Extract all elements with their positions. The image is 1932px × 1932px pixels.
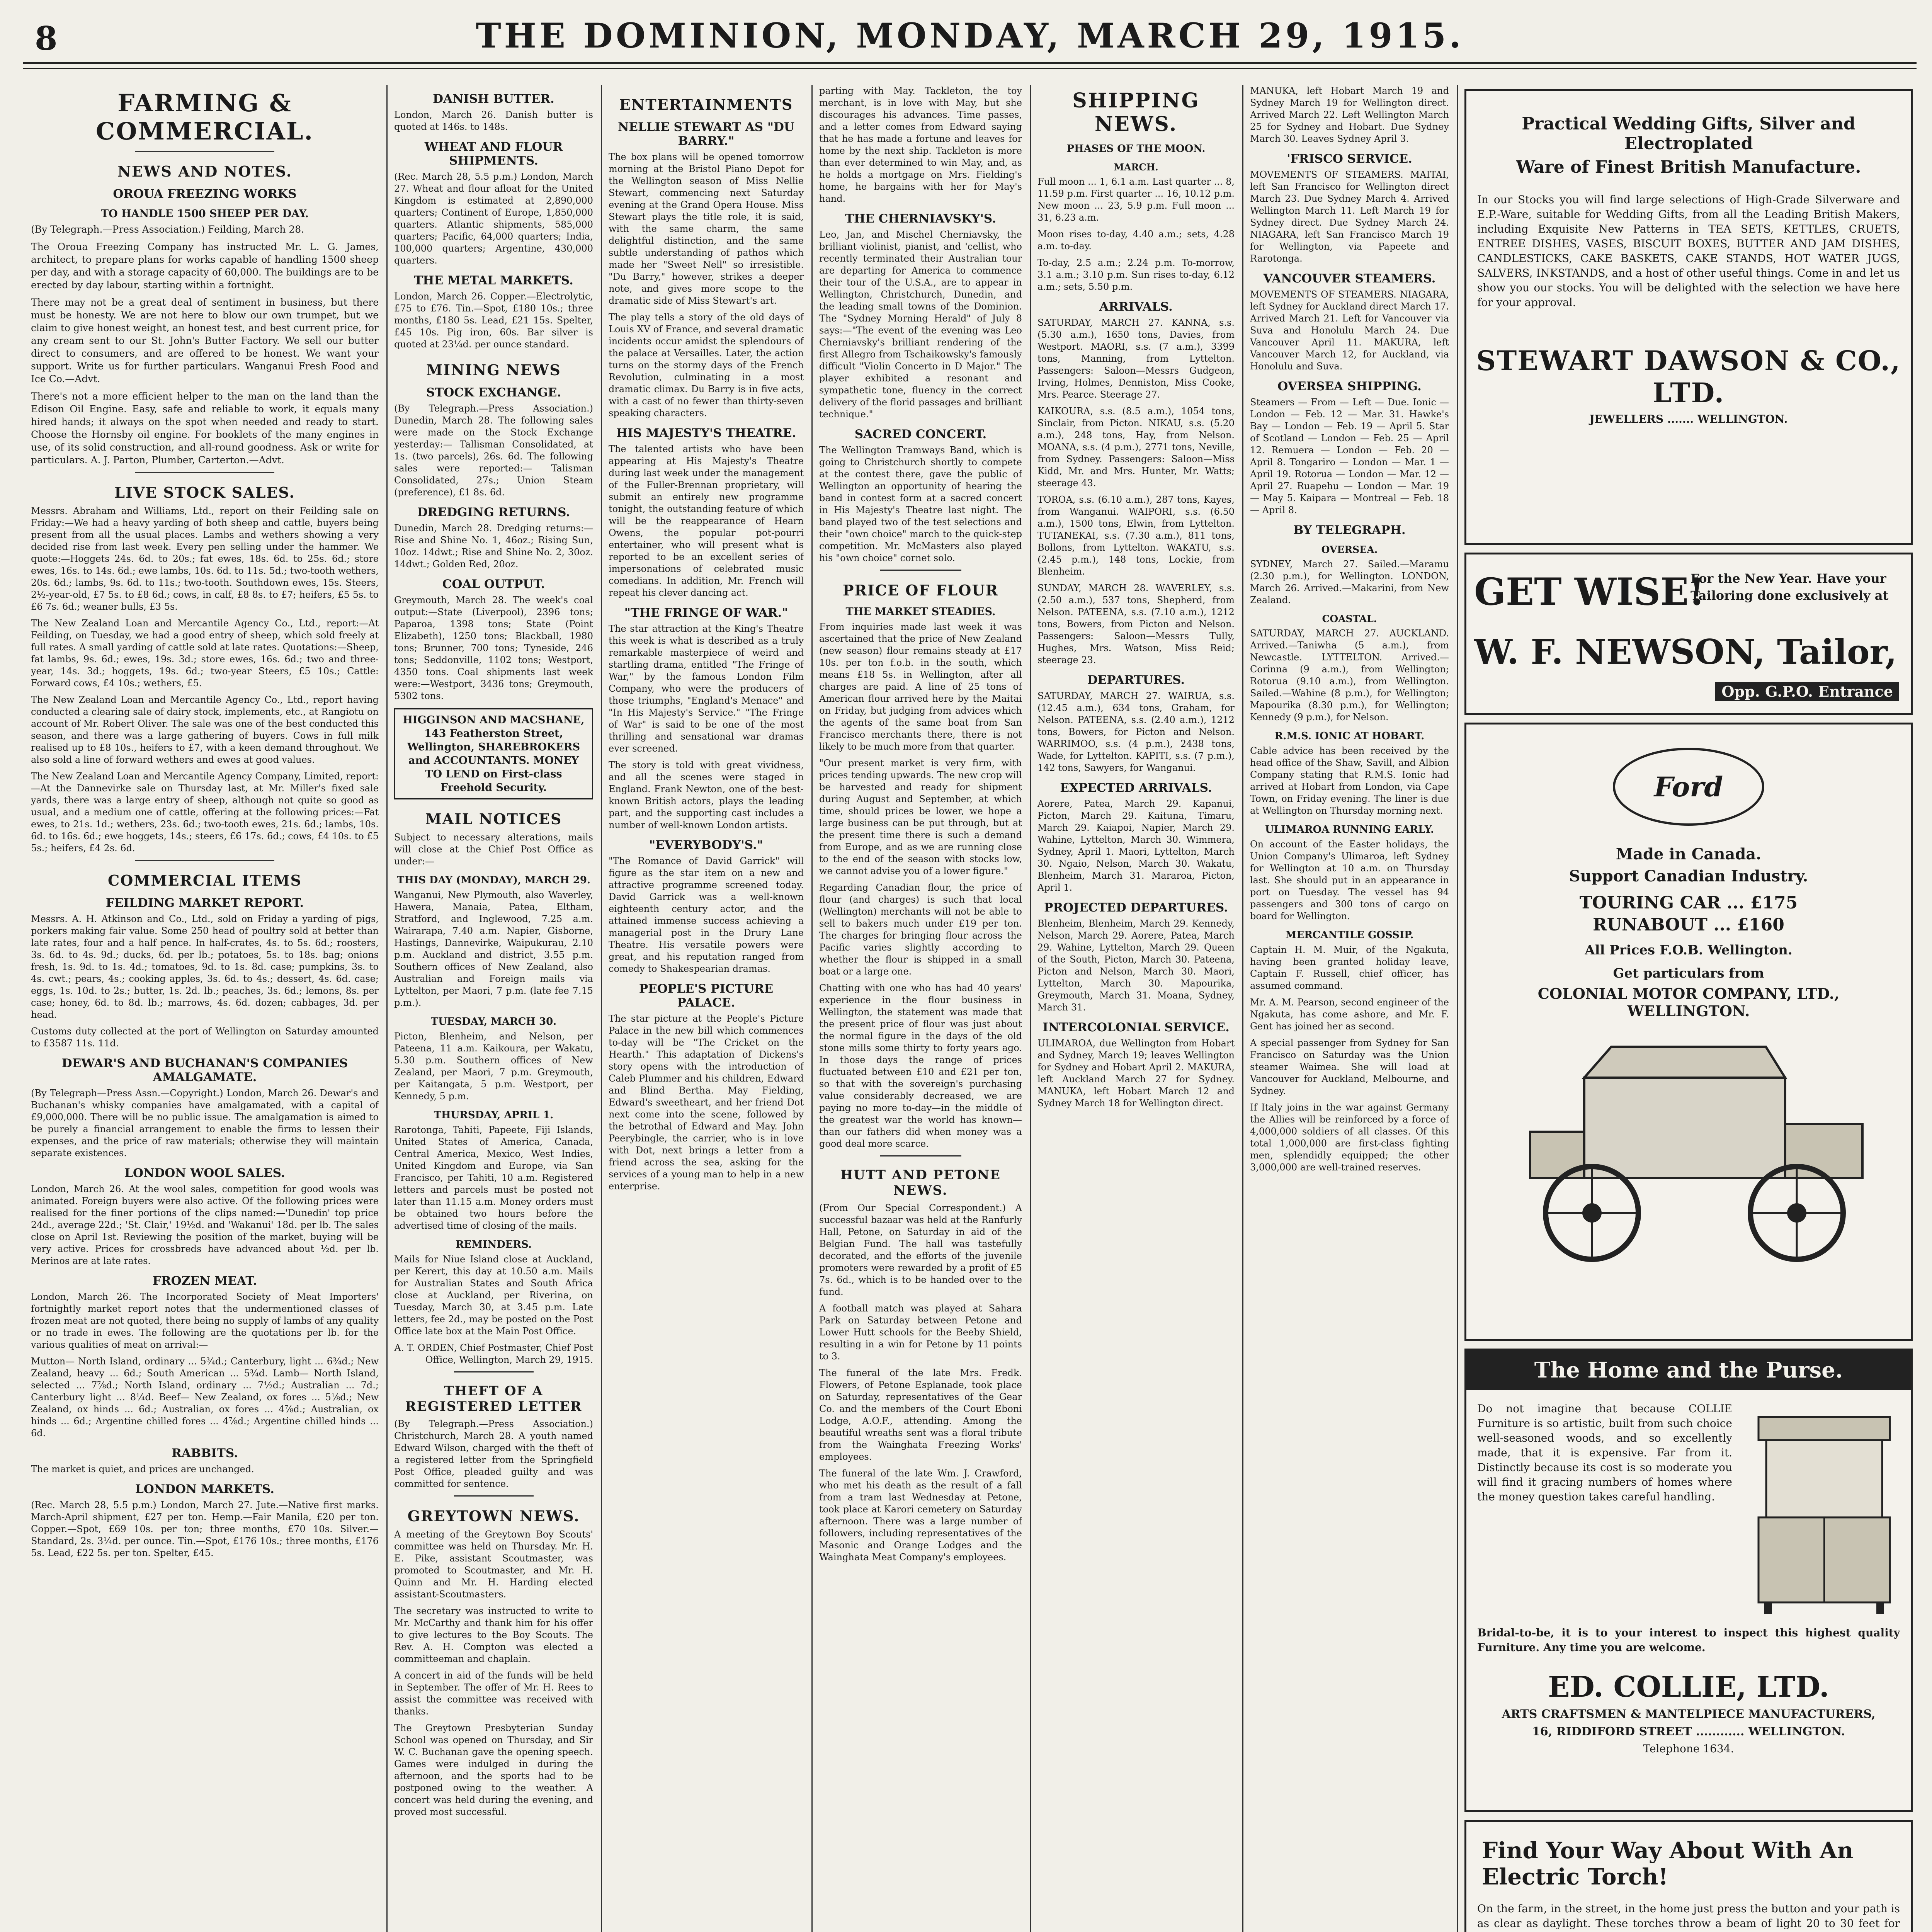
column-divider bbox=[1030, 85, 1031, 1932]
article-paragraph: (From Our Special Correspondent.) A successful bazaar was held at the Ranfurly Hall, Petone, on Saturday in aid of the Belgian Fund. The hall was tastefully decorated, and the efforts of the juvenile promoters were rewarded by a profit of £5 7s. 6d., which is to be handed over to the fund. bbox=[819, 1202, 1022, 1297]
article-paragraph: MANUKA, left Hobart March 19 and Sydney March 19 for Wellington direct. Arrived March 22. Left Wellington March 25 for Sydney and Hobart. Due Sydney March 30. Leaves Sydney April 3. bbox=[1250, 85, 1449, 144]
column-divider bbox=[1242, 85, 1243, 1932]
article-paragraph: Subject to necessary alterations, mails will close at the Chief Post Office as under:— bbox=[394, 832, 593, 867]
postmaster-signature: A. T. ORDEN, Chief Postmaster, Chief Post Office, Wellington, March 29, 1915. bbox=[394, 1342, 593, 1365]
vancouver-heading: VANCOUVER STEAMERS. bbox=[1263, 272, 1436, 286]
article-paragraph: SUNDAY, MARCH 28. WAVERLEY, s.s. (2.50 a.m.), 537 tons, Shepherd, from Nelson. PATEENA, s.s. (7.10 a.m.), 1212 tons, Bowers, from Picton and Nelson. Passengers: Saloon—Messrs Tully, Hughes, Mrs. Watson, Miss Reid; steerage 23. bbox=[1037, 583, 1235, 665]
article-paragraph: MOVEMENTS OF STEAMERS. MAITAI, left San Francisco for Wellington direct March 23. Due Sydney March 4. Arrived Wellington March 11. Left March 19 for Sydney direct. Due Sydney March 24. NIAGARA, left San Francisco March 19 for Wellington, via Papeete and Rarotonga. bbox=[1250, 169, 1449, 264]
meat-price-list: Mutton— North Island, ordinary ... 5¾d.; Canterbury, light ... 6¾d.; New Zealand, heavy ... 6d.; South American ... 5¾d. Lamb— North Island, selected ... 7⅞d.; North Island, ordinary ... 7½d.; Australian ... 7d.; Canterbury light ... 8¼d. Beef— New Zealand, ox fores ... 5⅛d.; New Zealand, ox hinds ... 6d.; Australian, ox fores ... 4⅞d.; Australian, ox hinds ... 6d.; Argentine chilled fores ... 4⅞d.; Argentine chilled hinds ... 6d. bbox=[31, 1356, 379, 1439]
divider bbox=[454, 1371, 534, 1372]
ad-tagline: For the New Year. Have your Tailoring done exclusively at bbox=[1690, 571, 1889, 603]
oroua-heading: OROUA FREEZING WORKS bbox=[113, 187, 297, 201]
ford-runabout-price: RUNABOUT ... £160 bbox=[1593, 915, 1784, 935]
column-news bbox=[819, 85, 1022, 1932]
article-paragraph: Mails for Niue Island close at Auckland, per Kerert, this day at 10.50 a.m. Mails for Australian States and South Africa close at Auckland, per Riverina, on Tuesday, March 30, at 3.45 p.m. Late letters, fee 2d., may be posted on the Post Office late box at the Main Post Office. bbox=[394, 1254, 593, 1337]
article-paragraph: Messrs. Abraham and Williams, Ltd., report on their Feilding sale on Friday:—We had a heavy yarding of both sheep and cattle, buyers being present from all the usual places. Lambs and wethers showing a very decided rise from last week. Every pen selling under the hammer. We quote:—Hoggets 24s. 6d. to 20s.; fat ewes, 18s. 6d. to 25s. 6d.; store ewes, 16s. to 14s. 6d.; ewe lambs, 10s. 6d. to 11s. 5d.; two-tooth wethers, 20s. 6d.; lambs, 9s. 6d. to 11s.; two-tooth. Southdown ewes, 15s. Steers, 2½-year-old, £7 5s. to £8 6d.; cows, in calf, £8 8s. to £7; heifers, £5 5s. to £6 7s. 6d.; weaner bulls, £3 5s. bbox=[31, 505, 379, 612]
article-paragraph: Customs duty collected at the port of Wellington on Saturday amounted to £3587 11s. 11d. bbox=[31, 1026, 379, 1049]
article-paragraph: ULIMAROA, due Wellington from Hobart and Sydney, March 19; leaves Wellington for Sydney and Hobart April 2. MAKURA, left Auckland March 27 for Sydney. MANUKA, left Hobart March 12 and Sydney March 18 for Wellington direct. bbox=[1037, 1038, 1235, 1109]
mail-day-heading: TUESDAY, MARCH 30. bbox=[430, 1016, 557, 1027]
dewar-heading: DEWAR'S AND BUCHANAN'S COMPANIES AMALGAMATE. bbox=[61, 1056, 348, 1084]
column-shipping-cont bbox=[1250, 85, 1449, 1932]
masthead-rule-bottom bbox=[23, 68, 1917, 69]
ad-line: ARTS CRAFTSMEN & MANTELPIECE MANUFACTURERS, bbox=[1502, 1708, 1876, 1721]
nellie-heading: NELLIE STEWART AS "DU BARRY." bbox=[618, 120, 794, 148]
article-paragraph: Moon rises to-day, 4.40 a.m.; sets, 4.28 a.m. to-day. bbox=[1037, 229, 1235, 252]
article-paragraph: London, March 26. At the wool sales, competition for good wools was animated. Foreign buyers were also active. Of the following prices were realised for the finer portions of the clips named:—'Dunedin' top price 24d., average 22d.; 'St. Clair,' 19½d. and 'Wakanui' 18d. per lb. The sales close on April 1st. Reviewing the position of the market, buying will be very active. Prices for crossbreds have advanced about ½d. per lb. Merinos are at late rates. bbox=[31, 1184, 379, 1266]
article-paragraph: (Rec. March 28, 5.5 p.m.) London, March 27. Wheat and flour afloat for the United Kingdom is estimated at 2,890,000 quarters; Continent of Europe, 1,850,000 quarters. Atlantic shipments, 585,000 quarters; Pacific, 64,000 quarters; India, 100,000 quarters; Argentine, 430,000 quarters. bbox=[394, 171, 593, 266]
article-paragraph: SATURDAY, MARCH 27. WAIRUA, s.s. (12.45 a.m.), 634 tons, Graham, for Nelson. PATEENA, s.s. (2.40 a.m.), 1212 tons, Bowers, for Picton and Nelson. WARRIMOO, s.s. (4 p.m.), 2438 tons, Wade, for Lyttelton. KAPITI, s.s. (7 p.m.), 142 tons, Sawyers, for Wanganui. bbox=[1037, 690, 1235, 773]
article-paragraph: The star picture at the People's Picture Palace in the new bill which commences to-day will be "The Cricket on the Hearth." This adaptation of Dickens's story opens with the introduction of Caleb Plummer and his children, Edward and Blind Bertha. May Fielding, Edward's sweetheart, and her friend Dot next come into the scene, followed by the betrothal of Edward and May. John Peerybingle, the carrier, who is in love with Dot, next brings a letter from a friend across the sea, asking for the services of a young man to help in a new enterprise. bbox=[609, 1013, 804, 1192]
london-markets-heading: LONDON MARKETS. bbox=[135, 1482, 274, 1496]
article-paragraph: London, March 26. Copper.—Electrolytic, £75 to £76. Tin.—Spot, £180 10s.; three months, £180 5s. Lead, £21 15s. Spelter, £45 10s. Pig iron, 60s. Bar silver is quoted at 23¼d. per ounce standard. bbox=[394, 291, 593, 350]
ad-brand: ED. COLLIE, LTD. bbox=[1548, 1670, 1829, 1704]
article-paragraph: (By Telegraph.—Press Association.) Dunedin, March 28. The following sales were made on the Stock Exchange yesterday:— Tallisman Consolidated, at 1s. (two parcels), 26s. 6d. The following sales were reported:— Talisman Consolidated, 27s.; Union Steam (preference), £1 8s. 6d. bbox=[394, 403, 593, 498]
stock-heading: STOCK EXCHANGE. bbox=[426, 386, 561, 400]
divider bbox=[454, 1495, 534, 1497]
oversea-subheading: OVERSEA. bbox=[1321, 544, 1378, 555]
live-stock-heading: LIVE STOCK SALES. bbox=[114, 484, 295, 501]
article-paragraph: Regarding Canadian flour, the price of flour (and charges) is such that local (Wellington) merchants will not be able to sell to bakers much under £19 per ton. The charges for bringing flour across the Pacific varies slightly according to whether the flour is shipped in a small boat or a large one. bbox=[819, 882, 1022, 977]
coal-heading: COAL OUTPUT. bbox=[442, 577, 545, 591]
article-paragraph: TOROA, s.s. (6.10 a.m.), 287 tons, Kayes, from Wanganui. WAIPORI, s.s. (6.50 a.m.), 1500 tons, Elwin, from Lyttelton. TUTANEKAI, s.s. (7.30 a.m.), 811 tons, Bollons, from Lyttelton. WAKATU, s.s. (2.45 p.m.), 148 tons, Lockie, from Blenheim. bbox=[1037, 494, 1235, 577]
article-paragraph: (By Telegraph.—Press Association.) Christchurch, March 28. A youth named Edward Wilson, charged with the theft of a registered letter from the Springfield Post Office, pleaded guilty and was committed for sentence. bbox=[394, 1418, 593, 1489]
article-paragraph: (By Telegraph—Press Assn.—Copyright.) London, March 26. Dewar's and Buchanan's whisky companies have amalgamated, with a capital of £9,000,000. There will be no public issue. The amalgamation is aimed to be purely a financial arrangement to enable the firms to lessen their expenses, and the price of raw materials; otherwise they will maintain separate existences. bbox=[31, 1088, 379, 1158]
divider bbox=[135, 151, 274, 152]
wool-heading: LONDON WOOL SALES. bbox=[124, 1166, 285, 1180]
majesty-heading: HIS MAJESTY'S THEATRE. bbox=[616, 426, 796, 440]
article-paragraph: "Our present market is very firm, with prices tending upwards. The new crop will be harvested and ready for shipment during August and September, at which time, should prices be lower, we hope a large business can be put through, but at the present time there is such a demand from Europe, and as we are running close to the end of the season with stocks low, we cannot advise you of a lower figure." bbox=[819, 758, 1022, 876]
column-divider bbox=[1457, 85, 1458, 1932]
section-title: FARMING & COMMERCIAL. bbox=[95, 89, 314, 145]
article-paragraph: Aorere, Patea, March 29. Kapanui, Picton, March 29. Kaituna, Timaru, March 29. Kaiapoi, Napier, March 29. Wahine, Lyttelton, March 30. Wimmera, Sydney, April 1. Maori, Lyttelton, March 30. Ngaio, Nelson, March 30. Wakatu, Blenheim, March 31. Mararoa, Picton, April 1. bbox=[1037, 798, 1235, 893]
article-paragraph: Cable advice has been received by the head office of the Shaw, Savill, and Albion Company stating that R.M.S. Ionic had arrived at Hobart from London, via Cape Town, on Friday evening. The liner is due at Wellington on Thursday morning next. bbox=[1250, 745, 1449, 816]
moon-table: Full moon ... 1, 6.1 a.m. Last quarter ... 8, 11.59 p.m. First quarter ... 16, 10.12 p.m. New moon ... 23, 5.9 p.m. Full moon ... 31, 6.23 a.m. bbox=[1037, 176, 1235, 223]
article-paragraph: On account of the Easter holidays, the Union Company's Ulimaroa, left Sydney for Wellington at 10 a.m. on Thursday last. She should put in an appearance in port on Tuesday. The vessel has 94 passengers and 300 tons of cargo on board for Wellington. bbox=[1250, 839, 1449, 922]
article-paragraph: From inquiries made last week it was ascertained that the price of New Zealand (new season) flour remains steady at £17 10s. per ton f.o.b. in the south, which means £18 5s. in Wellington, after all charges are paid. A line of 25 tons of American flour arrived here by the Maitai on Friday, but judging from advices which the agents of the same boat from San Francisco merchants there, there is not likely to be much more from that quarter. bbox=[819, 621, 1022, 752]
column-markets-mail bbox=[394, 85, 593, 1932]
ad-address: JEWELLERS ....... WELLINGTON. bbox=[1589, 413, 1788, 425]
sacred-concert-heading: SACRED CONCERT. bbox=[854, 427, 987, 441]
article-paragraph: Dunedin, March 28. Dredging returns:—Rise and Shine No. 1, 46oz.; Rising Sun, 10oz. 14dwt.; Rise and Shine No. 2, 30oz. 14dwt.; Golden Red, 20oz. bbox=[394, 523, 593, 570]
article-paragraph: Blenheim, Blenheim, March 29. Kennedy, Nelson, March 29. Aorere, Patea, March 29. Wahine, Lyttelton, March 29. Queen of the South, Picton, March 30. Pateena, Picton and Nelson, March 30. Maori, Lyttelton, March 30. Mapourika, Greymouth, March 31. Moana, Sydney, March 31. bbox=[1037, 918, 1235, 1013]
article-paragraph: The star attraction at the King's Theatre this week is what is described as a truly remarkable masterpiece of weird and startling drama, entitled "The Fringe of War," by the famous London Film Company, who were the producers of those triumphs, "England's Menace" and "In His Majesty's Service." "The Fringe of War" is said to be one of the most thrilling and sensational war dramas ever screened. bbox=[609, 623, 804, 754]
sims-torch-ad bbox=[1464, 1820, 1913, 1932]
article-byline: (By Telegraph.—Press Association.) Feilding, March 28. bbox=[31, 224, 304, 235]
article-paragraph: The Oroua Freezing Company has instructed Mr. L. G. James, architect, to prepare plans for works capable of handling 1500 sheep per day, and with a storage capacity of 60,000. The buildings are to be erected by day labour, starting within a fortnight. bbox=[31, 241, 379, 291]
everybody-heading: "EVERYBODY'S." bbox=[649, 838, 763, 852]
newspaper-title: THE DOMINION, MONDAY, MARCH 29, 1915. bbox=[476, 15, 1464, 56]
article-paragraph: The New Zealand Loan and Mercantile Agency Company, Limited, report:—At the Dannevirke sale on Thursday last, at Mr. Miller's fixed sale yards, there was a large entry of sheep, although not quite so good as usual, and a medium one of cattle, offering at the following prices:—Fat ewes, to 21s. 1d.; wethers, 23s. 6d.; two-tooth ewes, 21s. 6d.; lambs, 10s. 6d. to 16s. 6d.; ewe hoggets, 14s.; steers, £6 17s. 6d.; cows, £4 10s. to £5 5s.; heifers, £4 2s. 6d. bbox=[31, 771, 379, 854]
flour-subheading: THE MARKET STEADIES. bbox=[845, 606, 996, 618]
article-paragraph: MOVEMENTS OF STEAMERS. NIAGARA, left Sydney for Auckland direct March 17. Arrived March 21. Left for Vancouver via Suva and Honolulu March 24. Due Vancouver April 11. MAKURA, left Vancouver March 12, for Auckland, via Honolulu and Suva. bbox=[1250, 289, 1449, 372]
cherniavsky-heading: THE CHERNIAVSKY'S. bbox=[845, 212, 996, 226]
departures-heading: DEPARTURES. bbox=[1087, 673, 1185, 687]
article-paragraph: Messrs. A. H. Atkinson and Co., Ltd., sold on Friday a yarding of pigs, porkers making fair value. Some 250 head of poultry sold at better than late rates, four and a half pence. In half-crates, 4s. to 5s. 6d.; roosters, 3s. 6d. to 4s. 9d.; ducks, 6d. per lb.; potatoes, 5s. to 18s. bag; onions fresh, 1s. 9d. to 1s. 4d.; tomatoes, 9d. to 1s. 8d. case; pumpkins, 3s. to 4s. cwt.; pears, 4s.; cooking apples, 3s. 6d. to 4s.; dessert, 4s. 6d. case; eggs, 1s. 10d. to 2s.; butter, 1s. 2d. lb.; peaches, 3s. 6d.; lemons, 8s. per case; honey, 6d. to 8d. lb.; marrows, 4s. 6d. dozen; cabbages, 3d. per head. bbox=[31, 913, 379, 1020]
ford-motor-ad bbox=[1464, 723, 1913, 1341]
article-paragraph: Wanganui, New Plymouth, also Waverley, Hawera, Manaia, Patea, Eltham, Stratford, and Inglewood, 7.25 a.m. Wairarapa, 7.40 a.m. Napier, Gisborne, Hastings, Dannevirke, Waipukurau, 2.10 p.m. Auckland and district, 3.55 p.m. Southern offices of New Zealand, also Australian and Foreign mails via Lyttelton, per Maori, 7 p.m. (late fee 7.15 p.m.). bbox=[394, 889, 593, 1008]
ad-headline: Practical Wedding Gifts, Silver and Electroplated bbox=[1522, 114, 1855, 153]
article-paragraph: The story is told with great vividness, and all the scenes were staged in England. Frank Newton, one of the best-known British actors, plays the leading part, and the supporting cast includes a number of well-known London artists. bbox=[609, 760, 804, 830]
article-paragraph: Captain H. M. Muir, of the Ngakuta, having been granted holiday leave, Captain F. Russell, chief officer, has assumed command. bbox=[1250, 944, 1449, 991]
collie-furniture-ad bbox=[1464, 1349, 1913, 1812]
divider bbox=[880, 1155, 961, 1156]
article-paragraph: The play tells a story of the old days of Louis XV of France, and several dramatic incidents occur amidst the splendours of the palace at Versailles. Later, the action turns on the stormy days of the French Revolution, culminating in a most dramatic climax. Du Barry is in five acts, with a cast of no fewer than thirty-seven speaking characters. bbox=[609, 312, 804, 418]
news-notes-heading: NEWS AND NOTES. bbox=[117, 163, 292, 180]
article-paragraph: Picton, Blenheim, and Nelson, per Pateena, 11 a.m. Kaikoura, per Wakatu, 5.30 p.m. Southern offices of New Zealand, per Maori, 7 p.m. Greymouth, per Kaitangata, 5 p.m. Westport, per Kennedy, 5 p.m. bbox=[394, 1031, 593, 1102]
column-shipping bbox=[1037, 85, 1235, 1932]
article-paragraph: The Greytown Presbyterian Sunday School was opened on Thursday, and Sir W. C. Buchanan gave the opening speech. Games were indulged in during the afternoon, and the sports had to be postponed owing to the weather. A concert was held during the evening, and proved most successful. bbox=[394, 1723, 593, 1817]
coastal-subheading: COASTAL. bbox=[1322, 613, 1377, 624]
article-paragraph: Chatting with one who has had 40 years' experience in the flour business in Wellington, the statement was made that the present price of flour was just about the normal figure in the days of the old stone mills some thirty to forty years ago. In those days the range of prices fluctuated between £10 and £21 per ton, so that with the sovereign's purchasing value considerably decreased, we are paying no more to-day—in the middle of the greatest war the world has known—than our fathers did when money was a good deal more scarce. bbox=[819, 983, 1022, 1149]
masthead-rule-top bbox=[23, 62, 1917, 64]
article-paragraph: (Rec. March 28, 5.5 p.m.) London, March 27. Jute.—Native first marks. March-April shipment, £27 per ton. Hemp.—Fair Manila, £20 per ton. Copper.—Spot, £69 10s. per ton; three months, £70 10s. Silver.—Standard, 2s. 3¼d. per ounce. Tin.—Spot, £176 10s.; three months, £176 5s. Lead, £22 5s. per ton. Spelter, £45. bbox=[31, 1500, 379, 1558]
article-paragraph: There's not a more efficient helper to the man on the land than the Edison Oil Engine. Easy, safe and reliable to work, it equals many hired hands; it always on the spot when needed and ready to start. Choose the Hornsby oil engine. For booklets of the many engines in use, of its solid construction, and all-round goodness. Ask or write for particulars. A. J. Parton, Plumber, Carterton.—Advt. bbox=[31, 391, 379, 466]
arrivals-heading: ARRIVALS. bbox=[1099, 300, 1173, 314]
article-paragraph: Rarotonga, Tahiti, Papeete, Fiji Islands, United States of America, Canada, Central America, Mexico, West Indies, United Kingdom and Europe, via San Francisco, per Tahiti, 10 a.m. Registered letters and parcels must be posted not later than 11.15 a.m. Money orders must be obtained two hours before the advertised time of closing of the mails. bbox=[394, 1124, 593, 1231]
divider bbox=[135, 860, 274, 861]
article-paragraph: The market is quiet, and prices are unchanged. bbox=[31, 1464, 254, 1475]
flour-heading: PRICE OF FLOUR bbox=[842, 582, 999, 599]
article-paragraph: A concert in aid of the funds will be held in September. The offer of Mr. H. Rees to assist the committee was received with thanks. bbox=[394, 1670, 593, 1717]
ad-brand: STEWART DAWSON & CO., LTD. bbox=[1476, 345, 1901, 409]
article-paragraph: The funeral of the late Wm. J. Crawford, who met his death as the result of a fall from a tram last Wednesday at Petone, took place at Karori cemetery on Saturday afternoon. There was a large number of followers, including representatives of the Masonic and Orange Lodges and the Wainghata Meat Company's employees. bbox=[819, 1468, 1022, 1563]
ad-line: Made in Canada. bbox=[1616, 845, 1762, 863]
ad-line: Get particulars from bbox=[1613, 966, 1764, 981]
masthead bbox=[23, 15, 1917, 58]
mail-day-heading: THIS DAY (MONDAY), MARCH 29. bbox=[397, 874, 590, 886]
ad-tagline: Bridal-to-be, it is to your interest to inspect this highest quality Furniture. Any time you are welcome. bbox=[1477, 1626, 1900, 1654]
article-paragraph: London, March 26. The Incorporated Society of Meat Importers' fortnightly market report notes that the undermentioned classes of frozen meat are not quoted, there being no supply of lambs of any quality or no trade in ewes. The following are the quotations per lb. for the various qualities of meat on arrival:— bbox=[31, 1291, 379, 1350]
intercolonial-heading: INTERCOLONIAL SERVICE. bbox=[1043, 1020, 1230, 1034]
oversea-shipping-table: Steamers — From — Left — Due. Ionic — London — Feb. 12 — Mar. 31. Hawke's Bay — London — Feb. 19 — April 5. Star of Scotland — London — Feb. 25 — April 12. Remuera — London — Feb. 20 — April 8. Tongariro — London — Mar. 1 — April 19. Rotorua — London — Mar. 12 — April 27. Ruapehu — London — Mar. 19 — May 5. Kaipara — Montreal — Feb. 18 — April 8. bbox=[1250, 397, 1449, 515]
ad-body: On the farm, in the street, in the home just press the button and your path is as clear as daylight. These torches throw a beam of light 20 to 30 feet for bbox=[1477, 1902, 1900, 1930]
reminders-heading: REMINDERS. bbox=[455, 1239, 532, 1250]
article-paragraph: SYDNEY, March 27. Sailed.—Maramu (2.30 p.m.), for Wellington. LONDON, March 26. Arrived.—Makarini, from New Zealand. bbox=[1250, 559, 1449, 605]
ad-body: Do not imagine that because COLLIE Furniture is so artistic, built from such choice well-seasoned woods, and so excellently made, that it is expensive. Far from it. Distinctly because its cost is so moderate you will find it gracing numbers of homes where the money question takes careful handling. bbox=[1477, 1402, 1732, 1503]
danish-heading: DANISH BUTTER. bbox=[433, 92, 554, 106]
article-paragraph: The talented artists who have been appearing at His Majesty's Theatre during last week under the management of the Fuller-Brennan proprietary, will submit an entirely new programme tonight, the outstanding feature of which will be the reappearance of Hearn Owens, the popular pot-pourri entertainer, who will present what is reported to be an excellent series of impersonations of celebrated music comedians. In addition, Mr. French will repeat his clever dancing act. bbox=[609, 444, 804, 598]
divider bbox=[880, 570, 961, 571]
peoples-heading: PEOPLE'S PICTURE PALACE. bbox=[639, 982, 774, 1010]
newson-tailor-ad bbox=[1464, 553, 1913, 715]
article-paragraph: Greymouth, March 28. The week's coal output:—State (Liverpool), 2396 tons; Paparoa, 1398 tons; State (Point Elizabeth), 1250 tons; Blackball, 1980 tons; Brunner, 700 tons; Tyneside, 246 tons; Seddonville, 1102 tons; Westport, 4350 tons. Coal shipments last week were:—Westport, 3436 tons; Greymouth, 5302 tons. bbox=[394, 595, 593, 701]
mining-heading: MINING NEWS bbox=[426, 361, 561, 379]
article-paragraph: A football match was played at Sahara Park on Saturday between Petone and Lower Hutt schools for the Beeby Shield, resulting in a win for Petone by 11 points to 3. bbox=[819, 1303, 1022, 1362]
frozen-meat-heading: FROZEN MEAT. bbox=[152, 1274, 257, 1288]
cabinet-illustration bbox=[1743, 1401, 1905, 1618]
article-paragraph: "The Romance of David Garrick" will figure as the star item on a new and attractive programme screened today. David Garrick was a well-known eighteenth century actor, and the attained immense success achieving a managerial post in the Drury Lane Theatre. His versatile powers were great, and his reputation ranged from comedy to Shakespearian dramas. bbox=[609, 855, 804, 974]
article-paragraph: Leo, Jan, and Mischel Cherniavsky, the brilliant violinist, pianist, and 'cellist, who recently terminated their Australian tour are departing for America to commence their tour of the U.S.A., are to appear in Wellington, Christchurch, Dunedin, and the leading small towns of the Dominion. The "Sydney Morning Herald" of July 8 says:—"The event of the evening was Leo Cherniavsky's brilliant rendering of the first Allegro from Tschaikowsky's famously difficult "Violin Concerto in D Major." The player exhibited a resonant and sympathetic tone, fluency in the correct delivery of the florid passages and brilliant technique." bbox=[819, 229, 1022, 420]
feilding-heading: FEILDING MARKET REPORT. bbox=[105, 896, 304, 910]
entertainments-heading: ENTERTAINMENTS bbox=[619, 96, 793, 113]
ad-line: Telephone 1634. bbox=[1643, 1742, 1734, 1755]
column-divider bbox=[811, 85, 813, 1932]
mail-notices-heading: MAIL NOTICES bbox=[425, 810, 562, 828]
oroua-subheading: TO HANDLE 1500 SHEEP PER DAY. bbox=[101, 208, 309, 220]
ulimaroa-heading: ULIMAROA RUNNING EARLY. bbox=[1265, 824, 1434, 835]
article-paragraph: The funeral of the late Mrs. Fredk. Flowers, of Petone Esplanade, took place on Saturday, representatives of the Gear Co. and the members of the Court Eboni Lodge, A.O.F., attending. Among the beautiful wreaths sent was a floral tribute from the Wainghata Freezing Works' employees. bbox=[819, 1367, 1022, 1462]
article-paragraph: Mr. A. M. Pearson, second engineer of the Ngakuta, has come ashore, and Mr. F. Gent has joined her as second. bbox=[1250, 997, 1449, 1032]
article-paragraph: KAIKOURA, s.s. (8.5 a.m.), 1054 tons, Sinclair, from Picton. NIKAU, s.s. (5.20 a.m.), 248 tons, Hay, from Nelson. MOANA, s.s. (4 p.m.), 2771 tons, Neville, from Sydney. Passengers: Saloon—Miss Kidd, Mr. and Mrs. Hunter, Mr. Watts; steerage 43. bbox=[1037, 406, 1235, 488]
ad-headline: GET WISE! bbox=[1474, 570, 1705, 614]
car-illustration bbox=[1495, 1031, 1882, 1271]
column-divider bbox=[601, 85, 602, 1932]
ad-address: 16, RIDDIFORD STREET ............ WELLINGTON. bbox=[1532, 1725, 1845, 1738]
article-paragraph: parting with May. Tackleton, the toy merchant, is in love with May, but she discourages his advances. Time passes, and a letter comes from Edward saying that he has made a fortune and leaves for home by the next ship. Tackleton is more than ever determined to win May, and, as he holds a mortgage on Mrs. Fielding's home, he bargains with her for May's hand. bbox=[819, 85, 1022, 204]
moon-heading: PHASES OF THE MOON. bbox=[1066, 143, 1206, 155]
article-paragraph: The New Zealand Loan and Mercantile Agency Co., Ltd., report:—At Feilding, on Tuesday, we had a good entry of sheep, which sold freely at full rates. A small yarding of cattle sold at late rates. Quotations:—Sheep, fat lambs, 9s. 6d.; ewes, 19s. 3d.; store ewes, 16s. 6d.; two and three-year, 14s. 3d.; hoggets, 19s. 6d.; two-year Steers, £5 10s.; Cattle: Forward cows, £4 10s.; wethers, £5. bbox=[31, 618, 379, 689]
article-paragraph: A meeting of the Greytown Boy Scouts' committee was held on Thursday. Mr. H. E. Pike, assistant Scoutmaster, was promoted to Scoutmaster, and Mr. H. Quinn and Mr. H. Harding elected assistant-Scoutmasters. bbox=[394, 1529, 593, 1600]
column-farming bbox=[31, 85, 379, 1932]
oversea-shipping-heading: OVERSEA SHIPPING. bbox=[1277, 379, 1422, 393]
higginson-ad: HIGGINSON AND MACSHANE, 143 Featherston Street, Wellington, SHAREBROKERS and ACCOUNTANTS. MONEY TO LEND on First-class Freehold Security. bbox=[394, 708, 593, 799]
ad-brand: W. F. NEWSON, Tailor, bbox=[1474, 632, 1897, 672]
hutt-heading: HUTT AND PETONE NEWS. bbox=[840, 1167, 1001, 1198]
article-paragraph: If Italy joins in the war against Germany the Allies will be reinforced by a force of 4,000,000 soldiers of all classes. Of this total 1,000,000 are first-class fighting men, splendidly equipped; the other 3,000,000 are well-trained reserves. bbox=[1250, 1102, 1449, 1173]
article-paragraph: To-day, 2.5 a.m.; 2.24 p.m. To-morrow, 3.1 a.m.; 3.10 p.m. Sun rises to-day, 6.12 a.m.; sets, 5.50 p.m. bbox=[1037, 257, 1235, 292]
article-paragraph: A special passenger from Sydney for San Francisco on Saturday was the Union steamer Waimea. She will load at Vancouver for Auckland, Melbourne, and Sydney. bbox=[1250, 1037, 1449, 1096]
ad-headline: The Home and the Purse. bbox=[1466, 1350, 1911, 1390]
shipping-heading: SHIPPING NEWS. bbox=[1072, 89, 1200, 136]
ad-body: In our Stocks you will find large selections of High-Grade Silverware and E.P.-Ware, suitable for Wedding Gifts, from all the Leading British Makers, including Exquisite New Patterns in TEA SETS, KETTLES, CRUETS, ENTREE DISHES, VASES, BISCUIT BOXES, BUTTER AND JAM DISHES, CANDLESTICKS, CAKE BASKETS, CAKE STANDS, HOT WATER JUGS, SALVERS, INKSTANDS, and a host of other useful things. Come in and let us show you our stocks. You will be delighted with the selection we have here for your approval. bbox=[1477, 193, 1900, 309]
article-paragraph: The Wellington Tramways Band, which is going to Christchurch shortly to compete at the contest there, gave the public of Wellington an opportunity of hearing the band in contest form at a sacred concert in His Majesty's Theatre last night. The band played two of the test selections and their "own choice" march to the quick-step competition. Mr. McMasters also played his "own choice" cornet solo. bbox=[819, 445, 1022, 563]
page-number: 8 bbox=[35, 19, 58, 58]
divider bbox=[135, 472, 274, 473]
expected-heading: EXPECTED ARRIVALS. bbox=[1060, 781, 1212, 795]
ad-headline: Ware of Finest British Manufacture. bbox=[1516, 157, 1861, 177]
greytown-heading: GREYTOWN NEWS. bbox=[407, 1507, 580, 1525]
ford-touring-price: TOURING CAR ... £175 bbox=[1579, 893, 1798, 913]
commercial-heading: COMMERCIAL ITEMS bbox=[108, 872, 302, 889]
ad-brand: COLONIAL MOTOR COMPANY, LTD., WELLINGTON. bbox=[1537, 985, 1840, 1020]
mail-day-heading: THURSDAY, APRIL 1. bbox=[434, 1109, 554, 1121]
ad-headline: Find Your Way About With An Electric Torch! bbox=[1482, 1837, 1854, 1890]
rms-ionic-heading: R.M.S. IONIC AT HOBART. bbox=[1274, 730, 1425, 742]
ad-address: Opp. G.P.O. Entrance bbox=[1715, 682, 1899, 701]
column-entertainments bbox=[609, 85, 804, 1932]
dredging-heading: DREDGING RETURNS. bbox=[417, 505, 570, 519]
article-paragraph: SATURDAY, MARCH 27. AUCKLAND. Arrived.—Taniwha (5 a.m.), from Newcastle. LYTTELTON. Arrived.—Corinna (9 a.m.), from Wellington; Rotorua (9.10 a.m.), from Wellington. Sailed.—Wahine (8 p.m.), for Wellington; Mapourika (8.30 p.m.), for Wellington; Kennedy (9 p.m.), for Nelson. bbox=[1250, 628, 1449, 723]
gossip-heading: MERCANTILE GOSSIP. bbox=[1285, 929, 1414, 941]
article-paragraph: There may not be a great deal of sentiment in business, but there must be honesty. We are not here to blow our own trumpet, but we claim to give honest weight, an honest test, and best current price, for any cream sent to our St. John's Butter Factory. We sell our butter direct to consumers, and are offered to be honest. We want your support. Write us for further particulars. Wanganui Fresh Food and Ice Co.—Advt. bbox=[31, 297, 379, 384]
metal-heading: THE METAL MARKETS. bbox=[414, 274, 573, 287]
ad-line: All Prices F.O.B. Wellington. bbox=[1585, 942, 1793, 958]
article-paragraph: London, March 26. Danish butter is quoted at 146s. to 148s. bbox=[394, 109, 593, 132]
column-divider bbox=[386, 85, 388, 1932]
wheat-heading: WHEAT AND FLOUR SHIPMENTS. bbox=[424, 140, 563, 168]
projected-heading: PROJECTED DEPARTURES. bbox=[1044, 901, 1228, 915]
ford-logo: Ford bbox=[1613, 748, 1764, 826]
article-paragraph: The secretary was instructed to write to Mr. McCarthy and thank him for his offer to give lectures to the Boy Scouts. The Rev. A. H. Compton was elected a committeeman and chaplain. bbox=[394, 1605, 593, 1664]
fringe-heading: "THE FRINGE OF WAR." bbox=[624, 606, 788, 620]
article-paragraph: The box plans will be opened tomorrow morning at the Bristol Piano Depot for the Wellington season of Miss Nellie Stewart, commencing next Saturday evening at the Grand Opera House. Miss Stewart plays the title role, it is said, with the same charm, the same delightful distinction, and the same subtle understanding of pathos which made her "Sweet Nell" so irresistible. "Du Barry," however, strikes a deeper note, and gives more scope to the dramatic side of Miss Stewart's art. bbox=[609, 151, 804, 306]
stewart-dawson-ad bbox=[1464, 89, 1913, 545]
theft-heading: THEFT OF A REGISTERED LETTER bbox=[405, 1383, 582, 1414]
telegraph-heading: BY TELEGRAPH. bbox=[1293, 523, 1406, 537]
ad-line: Support Canadian Industry. bbox=[1569, 867, 1808, 885]
rabbits-heading: RABBITS. bbox=[172, 1446, 238, 1460]
article-paragraph: The New Zealand Loan and Mercantile Agency Co., Ltd., report having conducted a clearing sale of dairy stock, implements, etc., at Rangiotu on account of Mr. Robert Oliver. The sale was one of the best conducted this season, and there was a large gathering of buyers. Cows in full milk realised up to £8 10s., heifers to £7, with a keen demand throughout. We also sold a line of forward wethers and ewes at good values. bbox=[31, 694, 379, 765]
article-paragraph: SATURDAY, MARCH 27. KANNA, s.s. (5.30 a.m.), 1650 tons, Davies, from Westport. MAORI, s.s. (7 a.m.), 3399 tons, Manning, from Lyttelton. Passengers: Saloon—Messrs Gudgeon, Irving, Holmes, Denniston, Miss Cooke, Mrs. Pearce. Steerage 27. bbox=[1037, 317, 1235, 400]
frisco-heading: 'FRISCO SERVICE. bbox=[1287, 152, 1412, 166]
moon-month: MARCH. bbox=[1114, 162, 1158, 173]
